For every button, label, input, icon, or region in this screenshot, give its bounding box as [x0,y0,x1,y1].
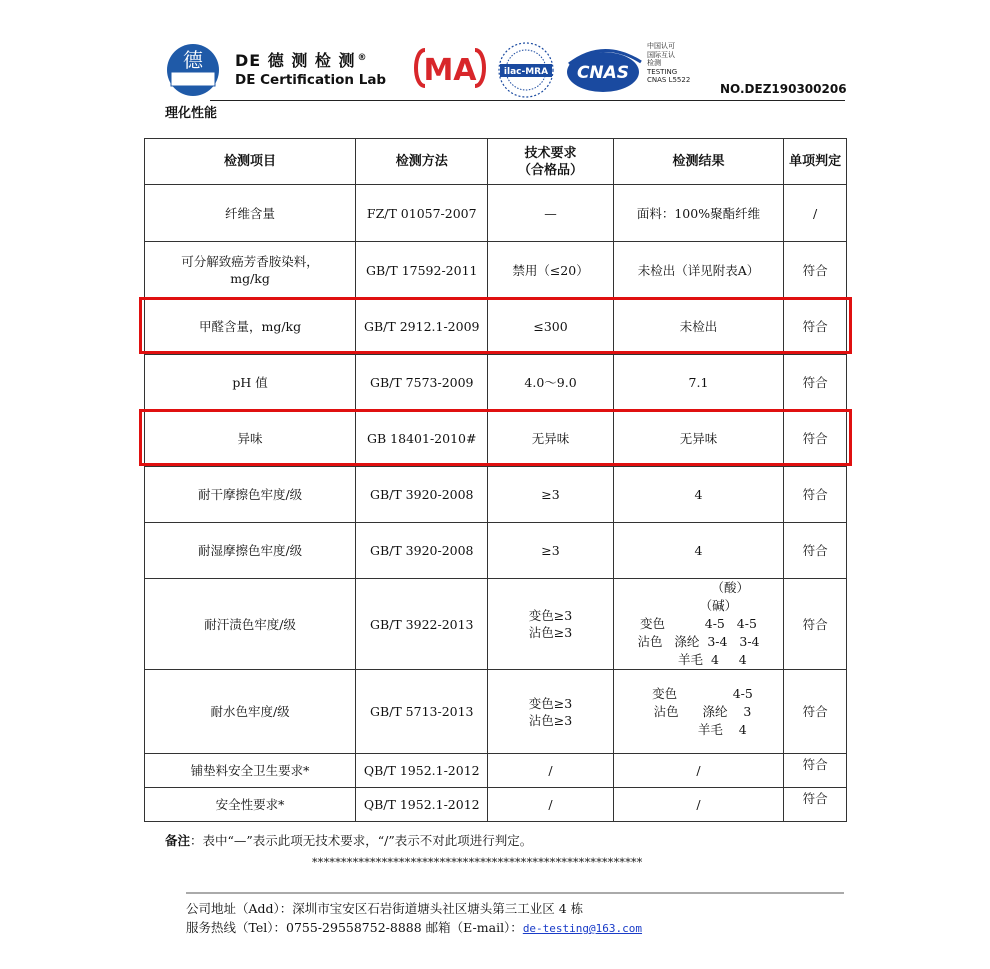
cell-result: / [613,754,784,788]
highlight-box-odor [139,409,852,466]
cell-requirement: ≥3 [488,467,613,523]
cell-result-multiline: 变色 4-5 沾色 涤纶 3 羊毛 4 [613,670,784,754]
cell-requirement: 禁用（≤20） [488,242,613,299]
cell-method: GB/T 7573-2009 [356,355,488,411]
cell-result: 7.1 [613,355,784,411]
cell-verdict: 符合 [784,242,847,299]
table-header-row [145,139,847,185]
cell-result: 未检出（详见附表A） [613,242,784,299]
cell-verdict: 符合 [784,754,847,788]
cell-result: 无异味 [613,411,784,467]
note-label: 备注 [165,833,191,848]
company-name-cn: DE 德 测 检 测 ® [235,51,368,70]
cell-method: GB/T 2912.1-2009 [356,299,488,355]
de-logo-char: 德 [183,48,203,72]
cell-requirement: — [488,185,613,242]
cell-item: 安全性要求* [145,788,356,822]
cell-requirement: 无异味 [488,411,613,467]
cell-method: GB/T 17592-2011 [356,242,488,299]
header-verdict: 单项判定 [784,139,847,185]
email-link[interactable]: de-testing@163.com [522,922,643,935]
cell-method: QB/T 1952.1-2012 [356,754,488,788]
table-row [145,788,847,822]
cell-verdict: 符合 [784,355,847,411]
header-result: 检测结果 [613,139,784,185]
cell-result: 4 [613,523,784,579]
cell-requirement: 4.0～9.0 [488,355,613,411]
cell-item: pH 值 [145,355,356,411]
cell-verdict: 符合 [784,579,847,670]
table-row [145,670,847,754]
cell-item: 铺垫料安全卫生要求* [145,754,356,788]
cell-item: 纤维含量 [145,185,356,242]
report-number: NO.DEZ190300206 [720,82,847,96]
cell-item: 耐干摩擦色牢度/级 [145,467,356,523]
header-item: 检测项目 [145,139,356,185]
cell-method: FZ/T 01057-2007 [356,185,488,242]
cell-requirement: / [488,754,613,788]
cell-verdict: 符合 [784,299,847,355]
cell-method: GB 18401-2010# [356,411,488,467]
footer-hotline: 服务热线（Tel）：0755-29558752-8888 邮箱（E-mail）：de-testing@163.com [186,920,643,935]
cell-requirement: 变色≥3 沾色≥3 [488,579,613,670]
cell-verdict: 符合 [784,788,847,822]
cnas-text: CNAS [576,63,630,83]
ilac-text: ilac-MRA [503,67,549,77]
cell-item: 可分解致癌芳香胺染料，mg/kg [145,242,356,299]
cnas-logo-icon [563,44,643,96]
report-header [165,40,845,102]
cell-verdict: 符合 [784,670,847,754]
cell-verdict: 符合 [784,411,847,467]
cell-method: QB/T 1952.1-2012 [356,788,488,822]
cell-item: 耐水色牢度/级 [145,670,356,754]
cell-result-multiline: （酸） （碱） 变色 4-5 4-5 沾色 涤纶 3-4 3-4 羊毛 4 4 [613,579,784,670]
header-requirement: 技术要求 （合格品） [488,139,613,185]
test-results-table [144,138,847,822]
company-name-en: DE Certification Lab [235,72,387,88]
end-of-table-stars: ********************************************************* [312,856,643,869]
cell-result: / [613,788,784,822]
cell-verdict: 符合 [784,523,847,579]
cell-method: GB/T 3920-2008 [356,467,488,523]
ilac-mra-logo-icon [497,40,555,100]
cell-result: 未检出 [613,299,784,355]
cell-item: 甲醛含量，mg/kg [145,299,356,355]
cell-requirement: 变色≥3 沾色≥3 [488,670,613,754]
cell-result: 面料：100%聚酯纤维 [613,185,784,242]
table-row [145,467,847,523]
header-divider [210,100,845,101]
footer-divider [186,892,844,894]
table-row [145,185,847,242]
header-method: 检测方法 [356,139,488,185]
table-row [145,355,847,411]
cnas-accreditation-text: 中国认可 国际互认 检测 TESTING CNAS L5522 [647,42,691,85]
cell-method: GB/T 3920-2008 [356,523,488,579]
cell-method: GB/T 3922-2013 [356,579,488,670]
cell-result: 4 [613,467,784,523]
table-row [145,242,847,299]
cell-requirement: ≥3 [488,523,613,579]
note-text: ：表中“—”表示此项无技术要求，“/”表示不对此项进行判定。 [190,833,533,848]
footer-address: 公司地址（Add）：深圳市宝安区石岩街道塘头社区塘头第三工业区 4 栋 [186,901,584,916]
cell-item: 耐湿摩擦色牢度/级 [145,523,356,579]
cell-item: 耐汗渍色牢度/级 [145,579,356,670]
cell-method: GB/T 5713-2013 [356,670,488,754]
cell-verdict: / [784,185,847,242]
table-note [165,831,532,849]
de-logo-icon [165,42,225,98]
cell-item: 异味 [145,411,356,467]
cma-logo-icon [411,46,489,90]
table-row [145,579,847,670]
highlight-box-formaldehyde [139,297,852,354]
table-row [145,523,847,579]
table-row [145,754,847,788]
cell-requirement: / [488,788,613,822]
section-title: 理化性能 [165,106,218,121]
footer-contact [186,899,642,938]
cell-verdict: 符合 [784,467,847,523]
ma-text: MA [423,53,477,88]
cell-requirement: ≤300 [488,299,613,355]
